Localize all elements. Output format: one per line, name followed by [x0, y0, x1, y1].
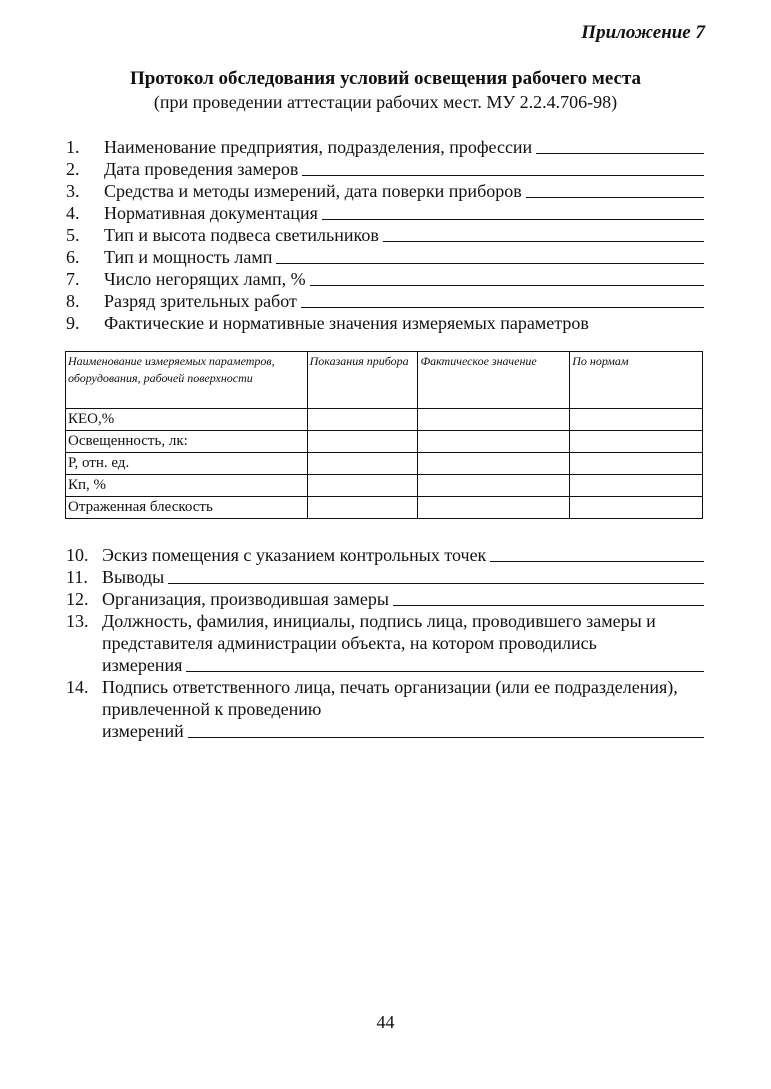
row-label: Освещенность, лк:	[66, 431, 308, 453]
item-label: Организация, производившая замеры	[102, 589, 390, 609]
item-label: Должность, фамилия, инициалы, подпись лица, проводившего замеры и представителя администрации объекта, на котором проводились	[102, 611, 656, 653]
header-actual: Фактическое значение	[418, 352, 570, 409]
item-number: 11.	[66, 567, 88, 587]
fill-line[interactable]	[526, 196, 704, 198]
list-item	[66, 268, 704, 290]
reading-cell[interactable]	[307, 475, 418, 497]
item-number: 3.	[66, 181, 80, 201]
item-label: Средства и методы измерений, дата поверки приборов	[104, 181, 522, 201]
header-parameter: Наименование измеряемых параметров, оборудования, рабочей поверхности	[66, 352, 308, 409]
item-number: 9.	[66, 313, 80, 333]
reading-cell[interactable]	[307, 431, 418, 453]
item-number: 5.	[66, 225, 80, 245]
parameters-table	[65, 351, 703, 519]
item-label: Нормативная документация	[104, 203, 318, 223]
actual-cell[interactable]	[418, 497, 570, 519]
norm-cell[interactable]	[570, 453, 703, 475]
page-number: 44	[376, 1012, 395, 1032]
reading-cell[interactable]	[307, 453, 418, 475]
fill-line[interactable]	[310, 284, 704, 286]
fill-line[interactable]	[490, 560, 704, 562]
table-row	[66, 453, 703, 475]
item-number: 7.	[66, 269, 80, 289]
item-number: 6.	[66, 247, 80, 267]
fill-line[interactable]	[536, 152, 704, 154]
actual-cell[interactable]	[418, 409, 570, 431]
fill-line[interactable]	[168, 582, 704, 584]
table-row	[66, 409, 703, 431]
list-item	[66, 676, 704, 742]
item-label: Число негорящих ламп, %	[104, 269, 306, 289]
item-number: 8.	[66, 291, 80, 311]
list-item	[66, 180, 704, 202]
item-number: 1.	[66, 137, 80, 157]
item-label: Тип и мощность ламп	[104, 247, 273, 267]
row-label: КЕО,%	[66, 409, 308, 431]
fill-line[interactable]	[301, 306, 704, 308]
fill-line[interactable]	[276, 262, 704, 264]
appendix-label: Приложение 7	[581, 22, 705, 43]
item-number: 14.	[66, 677, 89, 697]
list-item	[66, 566, 704, 588]
list-item	[66, 544, 704, 566]
item-number: 10.	[66, 545, 89, 565]
item-label-tail: измерения	[102, 655, 183, 675]
fill-line[interactable]	[302, 174, 704, 176]
table-row	[66, 475, 703, 497]
items-list	[66, 136, 704, 334]
item-label-tail: измерений	[102, 721, 184, 741]
row-label: Отраженная блескость	[66, 497, 308, 519]
table-row	[66, 431, 703, 453]
fill-line[interactable]	[383, 240, 704, 242]
list-item	[66, 588, 704, 610]
norm-cell[interactable]	[570, 475, 703, 497]
row-label: Р, отн. ед.	[66, 453, 308, 475]
list-item	[66, 290, 704, 312]
item-number: 13.	[66, 611, 89, 631]
document-subtitle: (при проведении аттестации рабочих мест. МУ 2.2.4.706-98)	[153, 92, 618, 112]
fill-line[interactable]	[393, 604, 704, 606]
list-item	[66, 224, 704, 246]
item-label: Фактические и нормативные значения измеряемых параметров	[104, 313, 589, 333]
actual-cell[interactable]	[418, 475, 570, 497]
header-reading: Показания прибора	[307, 352, 418, 409]
item-label: Дата проведения замеров	[104, 159, 299, 179]
norm-cell[interactable]	[570, 497, 703, 519]
fill-line[interactable]	[322, 218, 704, 220]
item-number: 4.	[66, 203, 80, 223]
item-number: 2.	[66, 159, 80, 179]
table-header-row	[66, 352, 703, 409]
fill-line[interactable]	[188, 736, 704, 738]
norm-cell[interactable]	[570, 431, 703, 453]
item-label: Разряд зрительных работ	[104, 291, 297, 311]
reading-cell[interactable]	[307, 409, 418, 431]
item-number: 12.	[66, 589, 89, 609]
item-label: Тип и высота подвеса светильников	[104, 225, 379, 245]
header-norm: По нормам	[570, 352, 703, 409]
list-item	[66, 158, 704, 180]
table-row	[66, 497, 703, 519]
item-label: Наименование предприятия, подразделения, профессии	[104, 137, 533, 157]
document-title: Протокол обследования условий освещения рабочего места	[129, 68, 642, 89]
item-label: Подпись ответственного лица, печать организации (или ее подразделения), привлеченной к проведению	[102, 677, 678, 719]
list-item	[66, 246, 704, 268]
list-item	[66, 312, 704, 334]
fill-line[interactable]	[186, 670, 704, 672]
row-label: Кп, %	[66, 475, 308, 497]
items-list-2	[66, 544, 704, 742]
norm-cell[interactable]	[570, 409, 703, 431]
list-item	[66, 202, 704, 224]
list-item	[66, 136, 704, 158]
actual-cell[interactable]	[418, 431, 570, 453]
reading-cell[interactable]	[307, 497, 418, 519]
list-item	[66, 610, 704, 676]
actual-cell[interactable]	[418, 453, 570, 475]
item-label: Выводы	[102, 567, 165, 587]
item-label: Эскиз помещения с указанием контрольных точек	[102, 545, 487, 565]
